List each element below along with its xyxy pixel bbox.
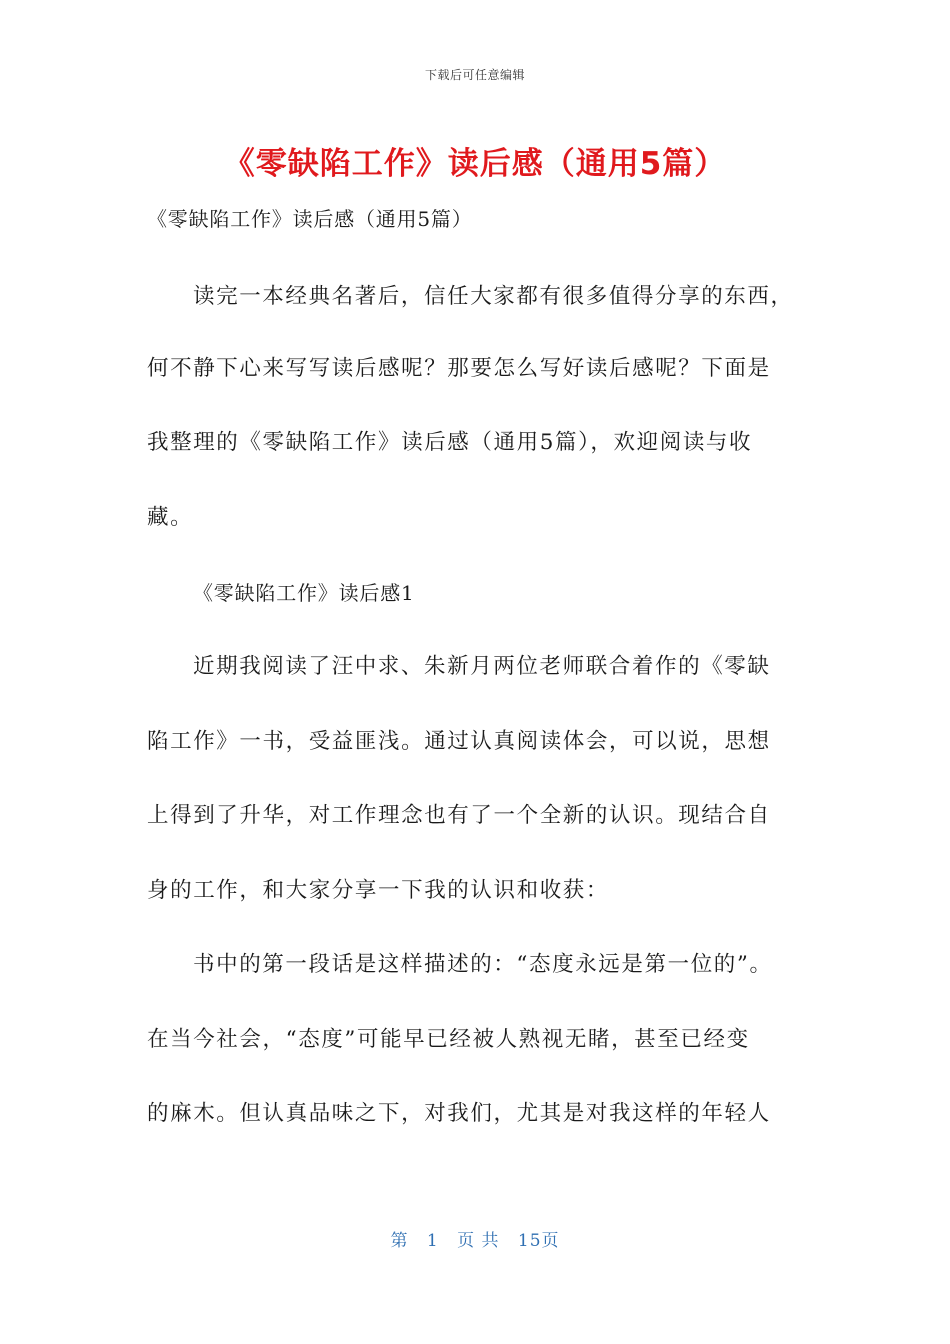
para2-line-1: 书中的第一段话是这样描述的：“态度永远是第一位的”。	[193, 952, 773, 977]
para1-line-1: 近期我阅读了汪中求、朱新月两位老师联合着作的《零缺	[193, 654, 771, 679]
footer-label-ye-gong: 页 共	[457, 1231, 500, 1251]
section-heading: 《零缺陷工作》读后感1	[193, 581, 415, 605]
footer-total-pages: 15页	[517, 1231, 560, 1251]
para1-line-3: 上得到了升华，对工作理念也有了一个全新的认识。现结合自	[147, 803, 771, 828]
subtitle: 《零缺陷工作》读后感（通用5篇）	[147, 207, 473, 231]
intro-line-2: 何不静下心来写写读后感呢？那要怎么写好读后感呢？下面是	[147, 356, 771, 381]
para1-line-2: 陷工作》一书，受益匪浅。通过认真阅读体会，可以说，思想	[147, 729, 771, 754]
footer-label-di: 第	[390, 1231, 409, 1251]
intro-line-1: 读完一本经典名著后，信任大家都有很多值得分享的东西，	[193, 284, 794, 309]
para1-line-4: 身的工作，和大家分享一下我的认识和收获：	[147, 878, 610, 903]
page-title: 《零缺陷工作》读后感（通用5篇）	[223, 146, 727, 182]
para2-line-2: 在当今社会，“态度”可能早已经被人熟视无睹，甚至已经变	[147, 1027, 750, 1052]
header-note: 下载后可任意编辑	[424, 68, 525, 82]
intro-line-3: 我整理的《零缺陷工作》读后感（通用5篇），欢迎阅读与收	[147, 430, 753, 455]
para2-line-3: 的麻木。但认真品味之下，对我们，尤其是对我这样的年轻人	[147, 1101, 771, 1126]
page-number-footer	[0, 1226, 950, 1251]
intro-line-4: 藏。	[147, 505, 194, 530]
footer-current-page: 1	[426, 1231, 439, 1251]
